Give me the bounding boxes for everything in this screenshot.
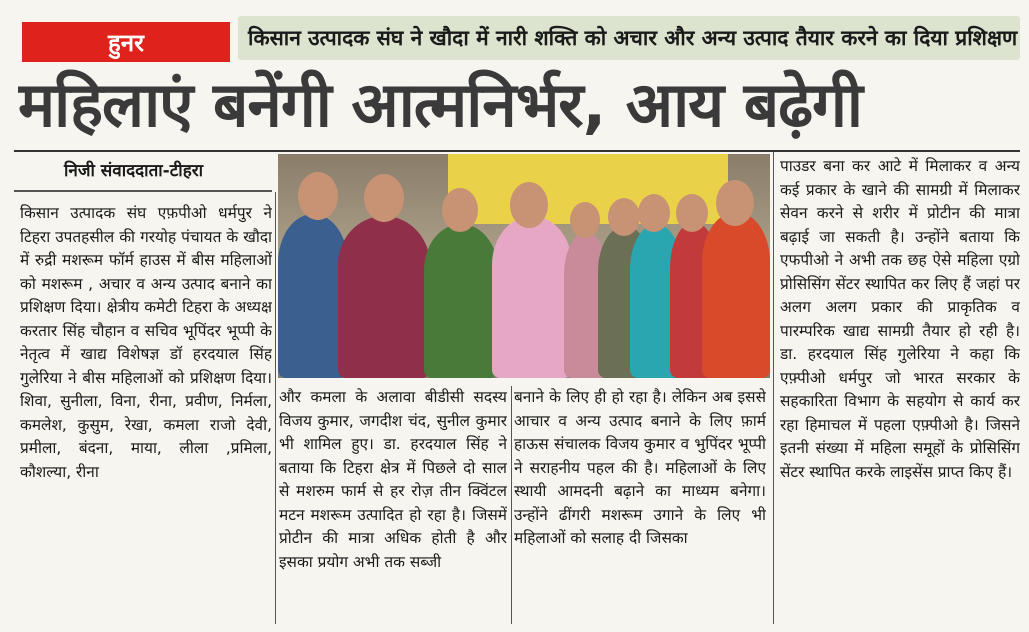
photo-person-head <box>570 202 600 238</box>
article-column-4: पाउडर बना कर आटे में मिलाकर व अन्य कई प्रकार के खाने की सामग्री में मिलाकर सेवन करने से शरीर में प्रोटीन की मात्रा बढ़ाई जा सकती है। उन्होंने बताया कि एफपीओ ने अभी तक छह ऐसे महिला एग्रो प्रोसिसिंग सेंटर स्थापित कर लिए हैं जहां पर अलग अलग प्रकार की प्राकृतिक व पारम्परिक खाद्य सामग्री तैयार हो रही है। डा. हरदयाल सिंह गुलेरिया ने कहा कि एफ़्पीओ धर्मपुर जो भारत सरकार के सहकारिता विभाग के सहयोग से कार्य कर रहा हिमाचल में पहला एफ़्पीओ है। जिसने इतनी संख्या में महिला समूहों के प्रोसिसिंग सेंटर स्थापित करके लाइसेंस प्राप्त किए हैं। <box>780 157 1020 481</box>
group-photo <box>278 154 770 378</box>
byline: निजी संवाददाता-टीहरा <box>64 161 204 181</box>
article-column-2: और कमला के अलावा बीडीसी सदस्य विजय कुमार, जगदीश चंद, सुनील कुमार भी शामिल हुए। डा. हरदयाल सिंह ने बताया कि टिहरा क्षेत्र में पिछले दो साल से मशरुम फार्म से हर रोज़ तीन क्विंटल मटन मशरूम उत्पादित हो रहा है। जिसमें प्रोटीन की मात्रा अधिक होती है और इसका प्रयोग अभी तक सब्जी <box>279 388 507 571</box>
photo-person-head <box>638 194 670 232</box>
byline-rule <box>14 190 272 192</box>
section-tag: हुनर <box>22 22 230 62</box>
photo-person-head <box>716 180 754 226</box>
column-divider <box>773 152 774 624</box>
column-divider <box>511 386 512 624</box>
photo-person <box>338 216 430 378</box>
photo-person-head <box>676 194 708 232</box>
headline: महिलाएं बनेंगी आत्मनिर्भर, आय बढ़ेगी <box>18 68 862 141</box>
headline-rule <box>14 150 1020 152</box>
photo-person <box>492 216 572 378</box>
photo-person-head <box>298 172 338 220</box>
article-column-1: किसान उत्पादक संघ एफ़पीओ धर्मपुर ने टिहरा उपतहसील की गरयोह पंचायत के खौदा में रुद्री मशरूम फॉर्म हाउस में बीस महिलाओं को मशरूम , अचार व अन्य उत्पाद बनाने का प्रशिक्षण दिया। क्षेत्रीय कमेटी टिहरा के अध्यक्ष करतार सिंह चौहान व सचिव भूपिंदर भूप्पी के नेतृत्व में खाद्य विशेषज्ञ डॉ हरदयाल सिंह गुलेरिया ने बीस महिलाओं को प्रशिक्षण दिया। शिवा, सुनीला, विना, रीना, प्रवीण, निर्मला, कमलेश, कुसुम, रेखा, कमला राजो देवी, प्रमीला, बंदना, माया, लीला ,प्रमिला, कौशल्या, रीना <box>20 204 272 481</box>
column-divider <box>275 192 276 624</box>
photo-person <box>702 212 770 378</box>
photo-person-head <box>364 174 404 222</box>
header-strip <box>10 14 1022 62</box>
photo-person-head <box>510 182 548 228</box>
article-column-3: बनाने के लिए ही हो रहा है। लेकिन अब इससे आचार व अन्य उत्पाद बनाने के लिए फ़ार्म हाऊस संचालक विजय कुमार व भुपिंदर भूप्पी ने सराहनीय पहल की है। महिलाओं के लिए स्थायी आमदनी बढ़ाने का माध्यम बनेगा। उन्होंने ढींगरी मशरूम उगाने के लिए भी महिलाओं को सलाह दी जिसका <box>514 388 766 547</box>
photo-person <box>424 224 498 378</box>
kicker-line: किसान उत्पादक संघ ने खौदा में नारी शक्ति को अचार और अन्य उत्पाद तैयार करने का दिया प्रशिक्षण <box>238 16 1020 60</box>
photo-person-head <box>442 188 478 232</box>
photo-person-head <box>608 198 640 236</box>
